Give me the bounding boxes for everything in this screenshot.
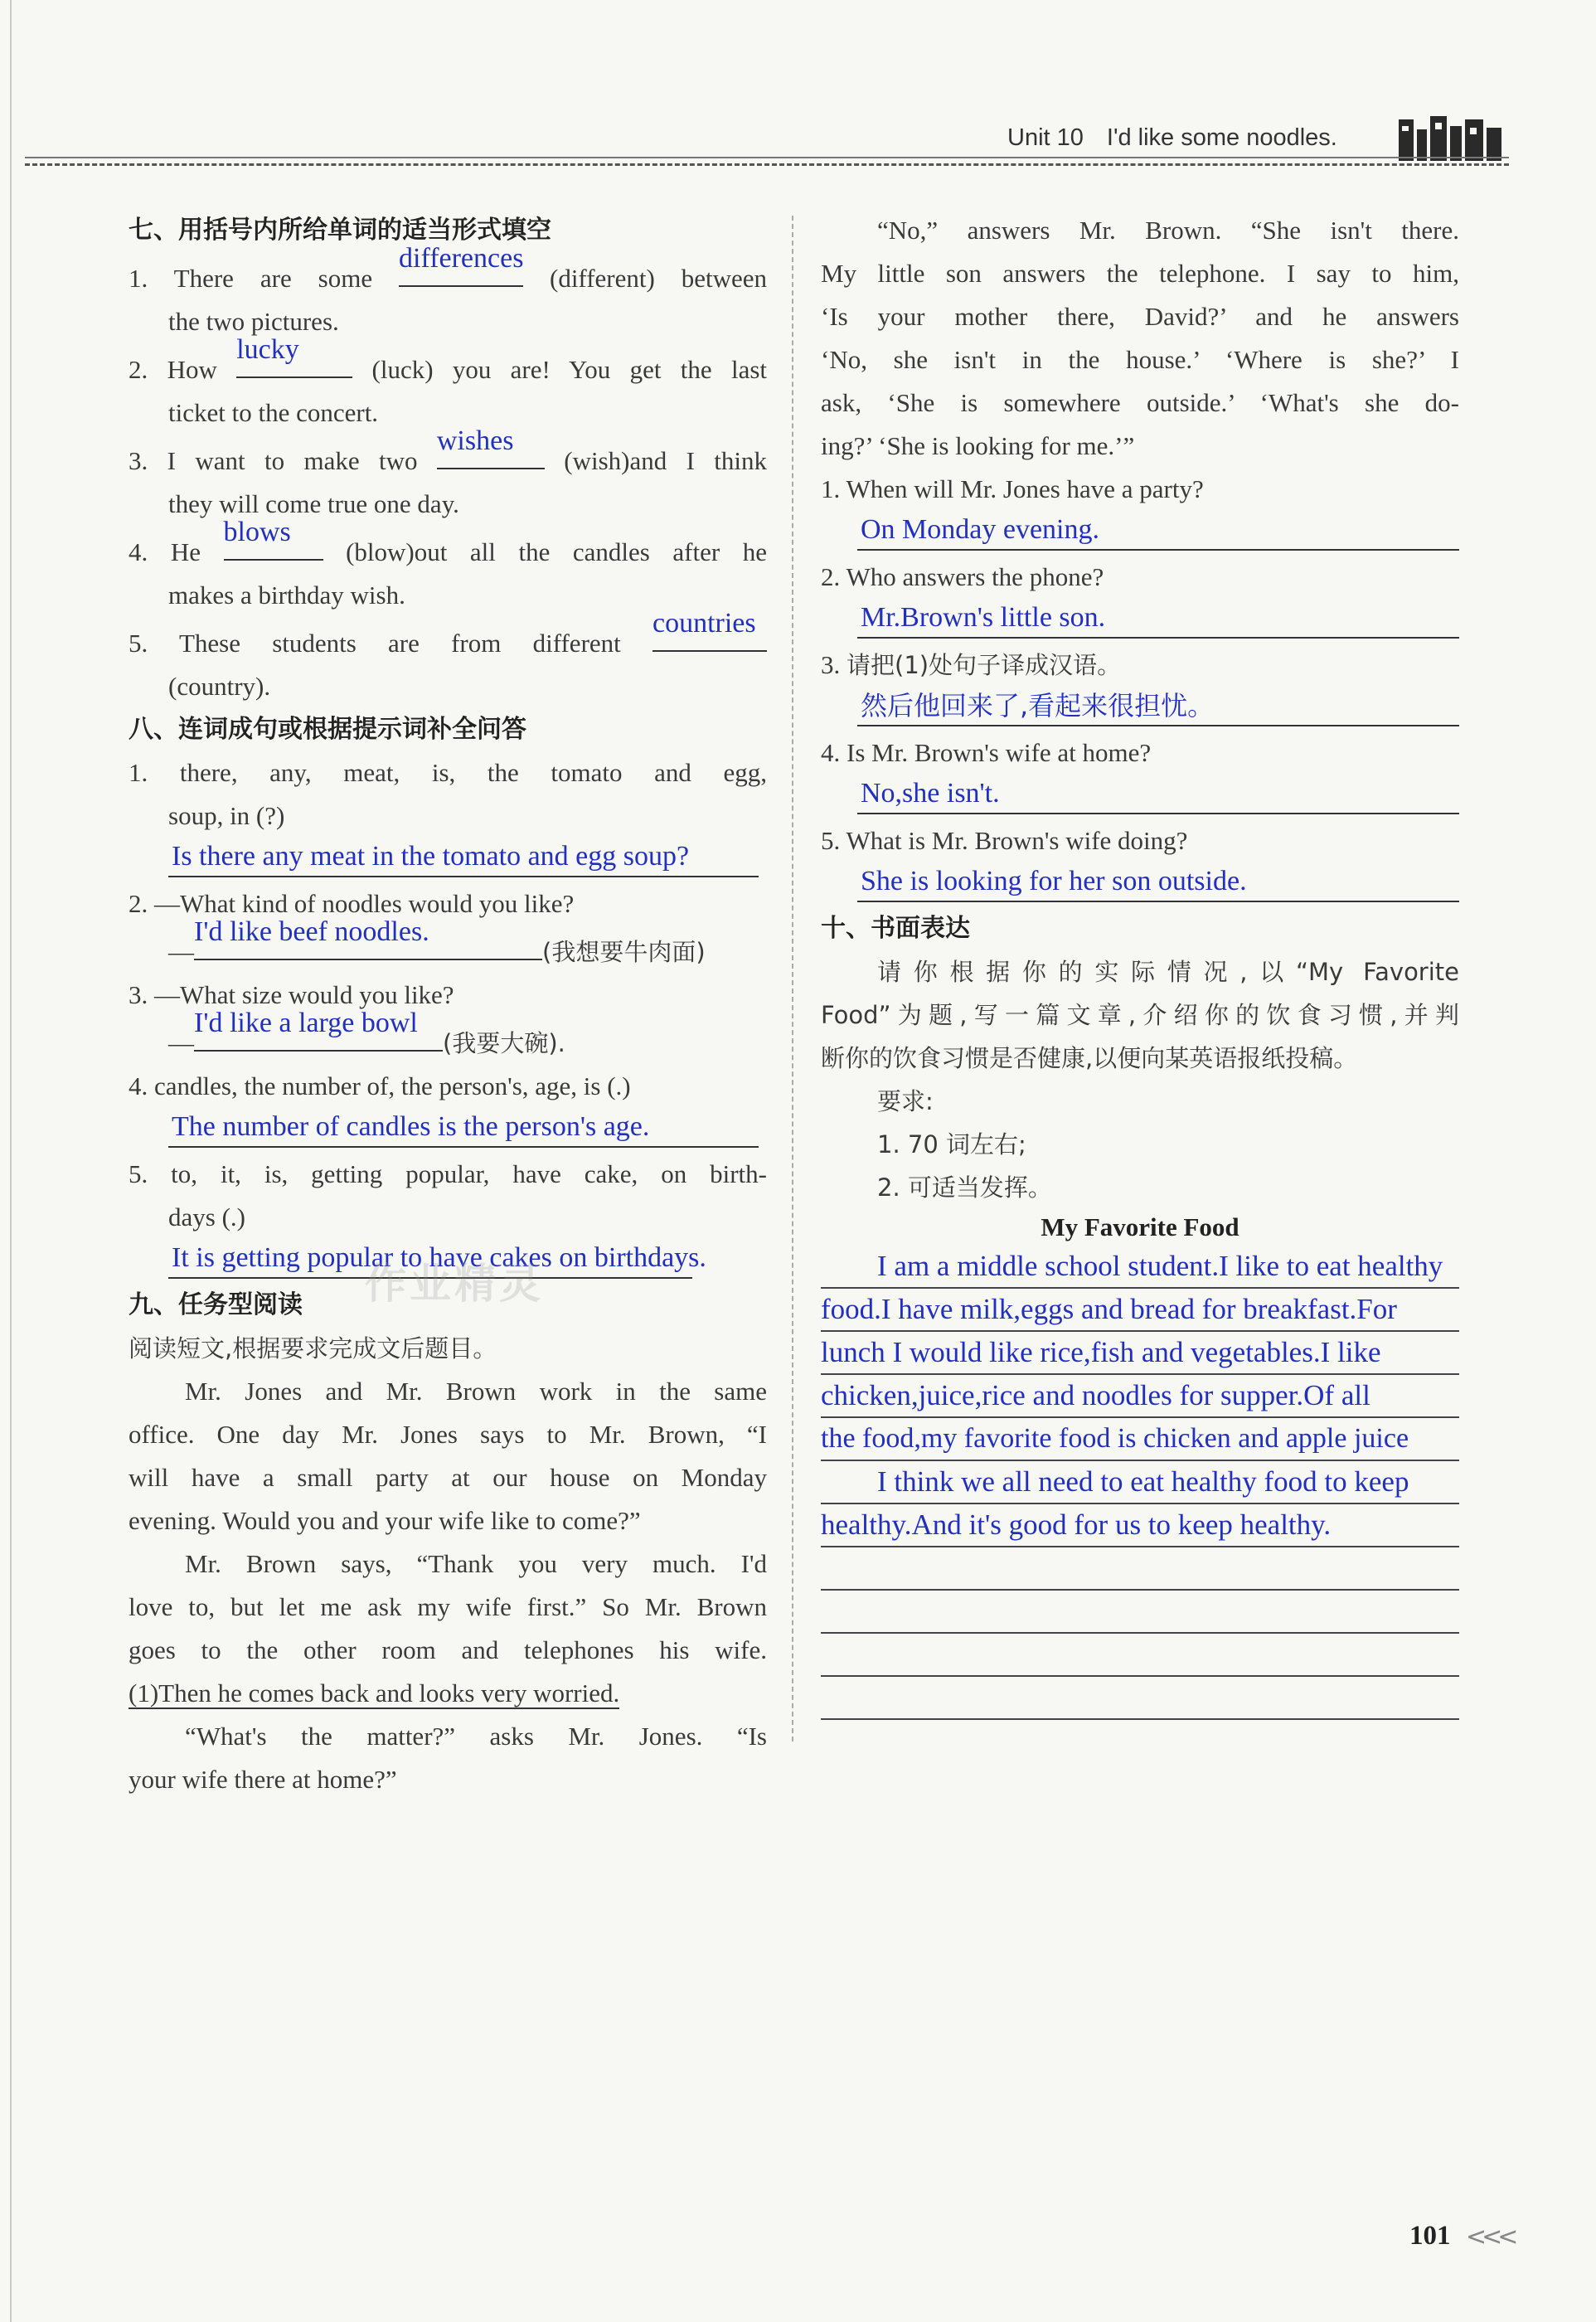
s8-q4-answer[interactable]: The number of candles is the person's age. [168, 1108, 759, 1148]
s8-q1-cont: soup, in (?) [168, 801, 285, 830]
q-text: (wish)and I think [564, 446, 768, 475]
q-number: 2. [129, 355, 148, 384]
page-edge [10, 0, 12, 2322]
passage-line: Mr. Jones and Mr. Brown work in the same [185, 1377, 767, 1406]
q-text: I want to make two [167, 446, 418, 475]
essay-empty-line[interactable] [821, 1591, 1459, 1634]
passage-line: love to, but let me ask my wife first.” So Mr. Brown [129, 1592, 767, 1621]
dash: — [168, 1028, 194, 1057]
essay-line[interactable]: I am a middle school student.I like to eat healthy [821, 1246, 1459, 1289]
q-number: 2. [129, 889, 148, 918]
answer-text: I'd like beef noodles. [194, 916, 429, 947]
essay-line[interactable]: lunch I would like rice,fish and vegetables.I like [821, 1332, 1459, 1375]
unit-title: I'd like some noodles. [1106, 124, 1337, 151]
answer-text: differences [399, 243, 524, 274]
essay-line[interactable]: chicken,juice,rice and noodles for supper.Of all [821, 1375, 1459, 1418]
section-8-title: 八、连词成句或根据提示词补全问答 [129, 715, 526, 744]
passage-line: evening. Would you and your wife like to come?” [129, 1506, 641, 1535]
s7-q1-cont: the two pictures. [168, 307, 339, 336]
passage-line: your wife there at home?” [129, 1765, 397, 1794]
s9-instruction: 阅读短文,根据要求完成文后题目。 [129, 1334, 497, 1363]
unit-label: Unit 10 [1007, 124, 1084, 151]
q-text: candles, the number of, the person's, age, is (.) [154, 1071, 631, 1100]
q-number: 2. [821, 562, 841, 591]
answer-line[interactable]: Mr.Brown's little son. [857, 599, 1459, 639]
q-text: How [167, 355, 217, 384]
s8-q5-cont: days (.) [168, 1202, 245, 1231]
essay-empty-line[interactable] [821, 1677, 1459, 1720]
passage-line: will have a small party at our house on Monday [129, 1463, 767, 1492]
q-number: 1. [129, 758, 148, 787]
q-text: (luck) you are! You get the last [371, 355, 768, 384]
passage-underlined-sentence [129, 1672, 767, 1715]
hint-text: (我想要牛肉面) [542, 938, 706, 966]
q-text: He [170, 537, 201, 566]
chevron-left-icon: <<< [1466, 2222, 1514, 2252]
answer-text: I'd like a large bowl [194, 1008, 418, 1038]
hint-text: (我要大碗). [443, 1029, 565, 1057]
q-number: 3. [129, 980, 148, 1009]
requirement-1: 1. 70 词左右; [877, 1130, 1026, 1159]
q-number: 4. [821, 738, 841, 767]
q-number: 5. [821, 826, 841, 855]
prompt-line: Food”为题,写一篇文章,介绍你的饮食习惯,并判 [821, 1001, 1459, 1029]
passage-line: ‘No, she isn't in the house.’ ‘Where is she?’ I [821, 345, 1459, 374]
passage-line: ‘Is your mother there, David?’ and he answers [821, 302, 1459, 331]
question-line [821, 468, 1459, 511]
question-line [821, 731, 1459, 775]
s9-question-2 [821, 556, 1459, 639]
page-number: 101 [1409, 2221, 1451, 2251]
s7-q4 [129, 517, 768, 574]
essay-line[interactable]: the food,my favorite food is chicken and apple juice [821, 1418, 1459, 1461]
s8-q5-answer[interactable]: It is getting popular to have cakes on birthdays. [168, 1239, 692, 1279]
answer-text: wishes [436, 425, 514, 456]
q-text: What is Mr. Brown's wife doing? [846, 826, 1188, 855]
s7-q2 [129, 334, 768, 391]
q-text: (blow)out all the candles after he [346, 537, 768, 566]
q-number: 1. [129, 264, 148, 293]
page-header [1007, 124, 1337, 152]
s9-question-3 [821, 644, 1459, 726]
passage-line: My little son answers the telephone. I say to him, [821, 259, 1459, 288]
passage-line: ask, ‘She is somewhere outside.’ ‘What's she do- [821, 388, 1459, 417]
s7-q5-cont: (country). [168, 672, 271, 701]
dash: — [168, 937, 194, 966]
s8-q1 [129, 751, 767, 794]
essay-line[interactable]: I think we all need to eat healthy food to keep [821, 1461, 1459, 1504]
essay-empty-line[interactable] [821, 1547, 1459, 1591]
s7-q5 [129, 608, 767, 665]
q-number: 3. [821, 650, 841, 679]
section-10-title: 十、书面表达 [821, 914, 970, 943]
passage-line: “No,” answers Mr. Brown. “She isn't there. [877, 216, 1459, 245]
answer-blank[interactable] [436, 425, 545, 469]
s7-q1 [129, 243, 768, 300]
q-text: —What kind of noodles would you like? [154, 889, 575, 918]
passage-line: office. One day Mr. Jones says to Mr. Brown, “I [129, 1420, 767, 1449]
q-number: 4. [129, 1071, 148, 1100]
column-divider [792, 216, 793, 1742]
s7-q3 [129, 425, 768, 483]
right-column [821, 209, 1459, 1720]
prompt-line: 断你的饮食习惯是否健康,以便向某英语报纸投稿。 [821, 1044, 1358, 1072]
answer-line[interactable]: She is looking for her son outside. [857, 862, 1459, 902]
essay-line[interactable]: healthy.And it's good for us to keep healthy. [821, 1504, 1459, 1547]
requirement-2: 2. 可适当发挥。 [877, 1173, 1052, 1202]
s7-q4-cont: makes a birthday wish. [168, 580, 405, 610]
q-number: 3. [129, 446, 148, 475]
essay-line[interactable]: food.I have milk,eggs and bread for breakfast.For [821, 1289, 1459, 1332]
section-7-title: 七、用括号内所给单词的适当形式填空 [129, 216, 551, 245]
s9-question-5 [821, 819, 1459, 902]
q-text: These students are from different [178, 629, 621, 658]
essay-empty-line[interactable] [821, 1634, 1459, 1677]
header-logo-icon [1397, 113, 1505, 163]
answer-line[interactable]: No,she isn't. [857, 775, 1459, 814]
essay-title: My Favorite Food [1041, 1212, 1239, 1241]
q-text: to, it, is, getting popular, have cake, on birth- [171, 1159, 767, 1188]
underlined-sentence: (1)Then he comes back and looks very worried. [129, 1678, 620, 1707]
passage-line: Mr. Brown says, “Thank you very much. I'd [185, 1549, 767, 1578]
left-column [129, 209, 767, 1801]
passage-line: ing?’ ‘She is looking for me.’” [821, 431, 1135, 460]
header-rule [25, 157, 1509, 158]
s8-q4 [129, 1065, 767, 1108]
passage-line: “What's the matter?” asks Mr. Jones. “Is [185, 1722, 767, 1751]
question-line [821, 819, 1459, 862]
q-number: 5. [129, 1159, 148, 1188]
answer-blank[interactable] [399, 243, 524, 287]
question-line [821, 644, 1459, 687]
q-text: Who answers the phone? [846, 562, 1104, 591]
q-number: 5. [129, 629, 148, 658]
s8-q2-answer-row [129, 916, 767, 974]
passage-line: goes to the other room and telephones his wife. [129, 1635, 767, 1664]
s8-q3-answer-row [129, 1008, 767, 1065]
s7-q2-cont: ticket to the concert. [168, 398, 379, 427]
q-text: —What size would you like? [154, 980, 454, 1009]
watermark: 作业精灵 [365, 1260, 544, 1308]
q-text: 请把(1)处句子译成汉语。 [847, 651, 1122, 679]
header-dashed-rule [25, 163, 1509, 166]
s8-q1-answer[interactable]: Is there any meat in the tomato and egg soup? [168, 838, 759, 877]
s8-q5 [129, 1153, 767, 1196]
prompt-line: 请你根据你的实际情况,以“My Favorite [877, 958, 1459, 986]
q-text: there, any, meat, is, the tomato and egg, [179, 758, 767, 787]
answer-blank[interactable] [652, 608, 767, 652]
s7-q3-cont: they will come true one day. [168, 489, 459, 518]
answer-text: countries [652, 608, 756, 639]
s9-question-1 [821, 468, 1459, 551]
section-9-title: 九、任务型阅读 [129, 1290, 303, 1319]
q-text: When will Mr. Jones have a party? [846, 474, 1204, 503]
answer-text: lucky [236, 334, 299, 365]
q-number: 1. [821, 474, 841, 503]
s9-question-4 [821, 731, 1459, 814]
answer-blank[interactable] [223, 517, 323, 561]
q-text: There are some [173, 264, 373, 293]
answer-blank[interactable] [194, 1008, 443, 1052]
answer-line[interactable]: On Monday evening. [857, 511, 1459, 551]
question-line [821, 556, 1459, 599]
q-text: Is Mr. Brown's wife at home? [847, 738, 1152, 767]
requirements-label: 要求: [877, 1087, 934, 1115]
answer-blank[interactable] [236, 334, 352, 378]
answer-blank[interactable] [194, 916, 542, 960]
answer-text: blows [223, 517, 291, 547]
q-number: 4. [129, 537, 148, 566]
answer-line[interactable]: 然后他回来了,看起来很担忧。 [857, 687, 1459, 726]
q-text: (different) between [550, 264, 768, 293]
